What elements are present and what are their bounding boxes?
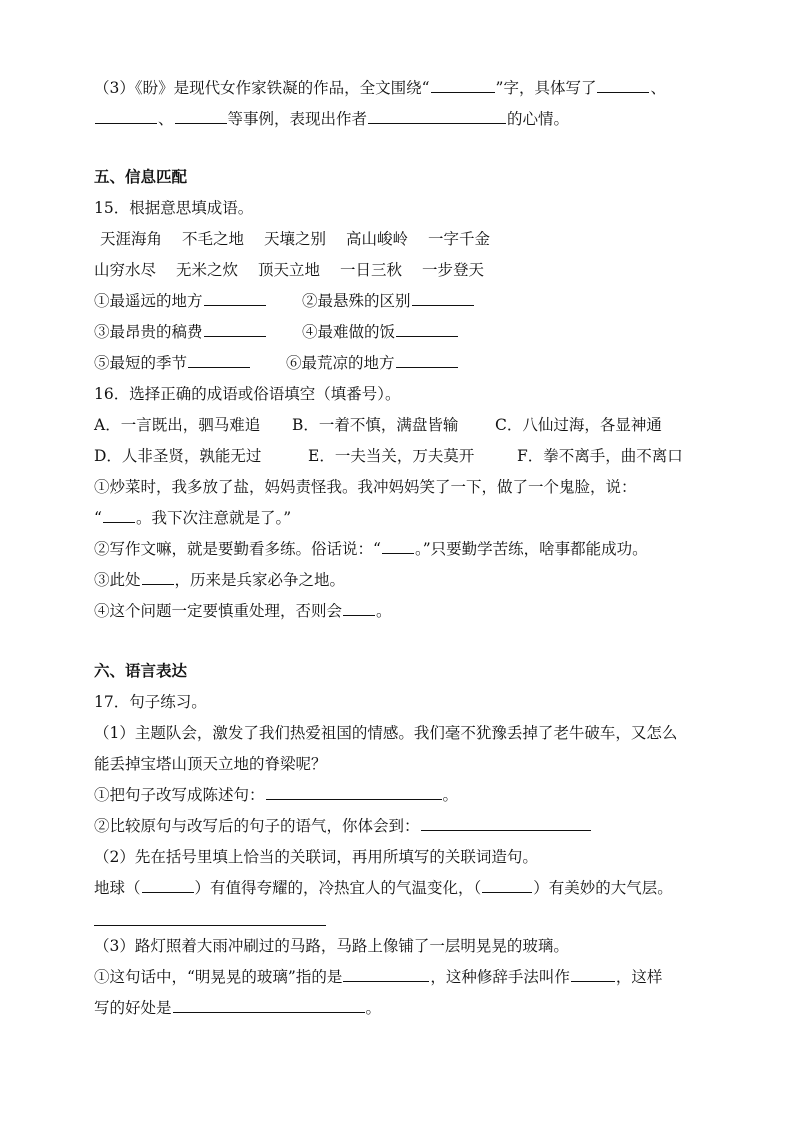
q16-stem: 16．选择正确的成语或俗语填空（填番号）。 [94, 385, 401, 403]
q17-text: ，这样 [615, 968, 663, 986]
q14-3-text: 的心情。 [507, 110, 570, 128]
q14-3-text: 等事例，表现出作者 [227, 110, 368, 128]
q16-text: “ [94, 509, 102, 527]
idiom: 天涯海角 [100, 230, 163, 248]
idiom: 高山峻岭 [346, 230, 409, 248]
q16-text: 。我下次注意就是了。” [135, 509, 292, 527]
q17-p1-line1: （1）主题队会，激发了我们热爱祖国的情感。我们毫不犹豫丢掉了老牛破车，又怎么 [94, 724, 678, 742]
q16-sentence-3 [94, 569, 345, 591]
q16-text: ②写作文嘛，就是要勤看多练。俗话说：“ [94, 540, 381, 558]
q16-text: 。”只要勤学苦练，啥事都能成功。 [414, 540, 648, 558]
idiom: 天壤之别 [264, 230, 327, 248]
q17-text: 。 [365, 999, 382, 1017]
answer-blank[interactable] [571, 966, 615, 982]
answer-blank[interactable] [412, 290, 474, 306]
answer-blank[interactable] [482, 877, 532, 893]
q17-p1-q2 [94, 815, 592, 837]
answer-blank[interactable] [204, 290, 266, 306]
q17-stem: 17．句子练习。 [94, 693, 207, 711]
q16-option: F．拳不离手，曲不离口 [517, 447, 683, 465]
q17-text: ①这句话中，“明晃晃的玻璃”指的是 [94, 968, 343, 986]
q15-item [302, 290, 475, 312]
q14-3-text: 、 [650, 79, 666, 97]
q14-3-text: （3）《盼》是现代女作家铁凝的作品，全文围绕“ [94, 79, 430, 97]
answer-blank[interactable] [175, 108, 227, 124]
q15-item-text: ③最昂贵的稿费 [94, 323, 203, 341]
q17-p2-line1: （2）先在括号里填上恰当的关联词，再用所填写的关联词造句。 [94, 848, 538, 866]
answer-blank[interactable] [382, 538, 414, 554]
sentence-answer-line[interactable] [94, 925, 326, 926]
answer-blank[interactable] [343, 966, 429, 982]
q15-item [94, 290, 267, 312]
q17-text: ①把句子改写成陈述句： [94, 786, 265, 804]
q15-item-text: ⑥最荒凉的地方 [286, 354, 395, 372]
answer-blank[interactable] [142, 569, 174, 585]
answer-blank[interactable] [188, 352, 250, 368]
q17-p3-line1: （3）路灯照着大雨冲刷过的马路，马路上像铺了一层明晃晃的玻璃。 [94, 937, 569, 955]
q15-idiom-row [100, 228, 490, 250]
q16-option: E．一夫当关，万夫莫开 [308, 447, 475, 465]
idiom: 一字千金 [428, 230, 491, 248]
q16-sentence-1: ①炒菜时，我多放了盐，妈妈责怪我。我冲妈妈笑了一下，做了一个鬼脸，说： [94, 478, 637, 496]
q17-text: 。 [442, 786, 459, 804]
q14-3-text: ”字，具体写了 [495, 79, 597, 97]
q16-text: ，历来是兵家必争之地。 [174, 571, 346, 589]
q16-option: D．人非圣贤，孰能无过 [94, 447, 262, 465]
q15-item-text: ④最难做的饭 [302, 323, 396, 341]
q17-text: ，这种修辞手法叫作 [430, 968, 570, 986]
q16-sentence-4 [94, 600, 392, 622]
section-title: 六、语言表达 [94, 662, 188, 680]
q15-item [94, 352, 251, 374]
section-title: 五、信息匹配 [94, 168, 188, 186]
answer-blank[interactable] [421, 815, 591, 831]
q17-p1-line2: 能丢掉宝塔山顶天立地的脊梁呢？ [94, 755, 327, 773]
q16-option: A．一言既出，驷马难追 [94, 416, 261, 434]
q15-item [94, 321, 267, 343]
q15-idiom-row [94, 259, 484, 281]
q15-item [302, 321, 459, 343]
q14-3-text: 、 [158, 110, 174, 128]
answer-blank[interactable] [396, 352, 458, 368]
idiom: 一步登天 [422, 261, 485, 279]
q15-item [286, 352, 459, 374]
q17-text: ）有美妙的大气层。 [533, 879, 673, 897]
q15-stem: 15．根据意思填成语。 [94, 199, 254, 217]
q17-text: 写的好处是 [94, 999, 172, 1017]
answer-blank[interactable] [173, 997, 365, 1013]
q17-p3-q1 [94, 966, 662, 988]
q15-item-text: ⑤最短的季节 [94, 354, 188, 372]
q17-text: ）有值得夸耀的，冷热宜人的气温变化，（ [194, 879, 482, 897]
q16-option: C．八仙过海，各显神通 [495, 416, 662, 434]
answer-blank[interactable] [431, 77, 495, 93]
idiom: 顶天立地 [258, 261, 321, 279]
q17-p3-q1-line2 [94, 997, 381, 1019]
answer-blank[interactable] [204, 321, 266, 337]
q15-item-text: ②最悬殊的区别 [302, 292, 411, 310]
answer-blank[interactable] [597, 77, 649, 93]
q16-sentence-2 [94, 538, 648, 560]
answer-blank[interactable] [368, 108, 506, 124]
idiom: 一日三秋 [340, 261, 403, 279]
q14-3-line2 [94, 108, 569, 130]
answer-blank[interactable] [343, 600, 375, 616]
q17-text: 地球（ [94, 879, 141, 897]
q16-text: ③此处 [94, 571, 141, 589]
q16-text: ④这个问题一定要慎重处理，否则会 [94, 602, 343, 620]
answer-blank[interactable] [396, 321, 458, 337]
q16-option: B．一着不慎，满盘皆输 [292, 416, 459, 434]
q16-text: 。 [376, 602, 392, 620]
q17-text: ②比较原句与改写后的句子的语气，你体会到： [94, 817, 420, 835]
idiom: 无米之炊 [176, 261, 239, 279]
answer-blank[interactable] [95, 108, 157, 124]
q17-p2-line2 [94, 877, 673, 899]
answer-blank[interactable] [103, 507, 135, 523]
answer-blank[interactable] [142, 877, 194, 893]
q15-item-text: ①最遥远的地方 [94, 292, 203, 310]
q16-sentence-1b [94, 507, 291, 529]
q14-3-line1 [94, 77, 666, 99]
answer-blank[interactable] [266, 784, 442, 800]
q17-p1-q1 [94, 784, 458, 806]
idiom: 山穷水尽 [94, 261, 157, 279]
idiom: 不毛之地 [182, 230, 245, 248]
